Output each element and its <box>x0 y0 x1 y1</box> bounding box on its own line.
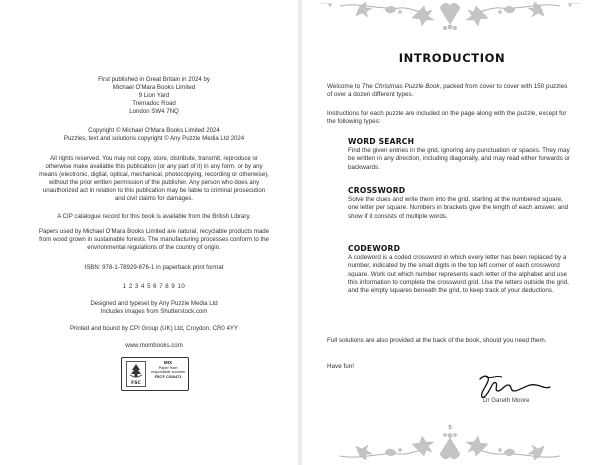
copyright-line: Copyright © Michael O'Mara Books Limited 2024 <box>88 127 220 134</box>
fsc-tree-icon <box>126 361 146 387</box>
address-line: Michael O'Mara Books Limited <box>112 84 196 91</box>
holly-ornament-bottom-icon <box>300 432 600 465</box>
papers-statement: Papers used by Michael O'Mara Books Limited are natural, recyclable products made from wood grown in sustainable forests. The manufacturing processes conform to the environmental regulations of the country of origin. <box>38 228 270 251</box>
design-line: Includes images from Shutterstock.com <box>100 308 208 315</box>
address-line: 9 Lion Yard <box>138 92 170 99</box>
copyright-notice <box>38 127 270 143</box>
address-line: London SW4 7NQ <box>129 108 179 115</box>
fsc-logo-text: FSC <box>131 381 141 386</box>
publisher-address <box>38 76 270 116</box>
author-name: Dr Gareth Moore <box>483 397 530 404</box>
instructions-paragraph: Instructions for each puzzle are included on the page along with the puzzle, except for the following types: <box>327 110 567 126</box>
book-title: The Christmas Puzzle Book <box>361 83 440 90</box>
page-title: INTRODUCTION <box>398 51 506 65</box>
crossword-heading: CROSSWORD <box>348 186 406 195</box>
design-credits <box>38 300 270 316</box>
page-number: 5 <box>448 425 452 431</box>
fsc-mix: MIX <box>163 360 173 365</box>
holly-ornament-top-icon <box>300 0 600 34</box>
print-run-digits: 1 2 3 4 5 6 7 8 9 10 <box>122 283 186 290</box>
codeword-heading: CODEWORD <box>348 244 401 253</box>
rights-statement: All rights reserved. You may not copy, store, distribute, transmit, reproduce or otherwise make available this publication (or any part of it) in any form, or by any means (electronic, digital, optical, mechanical, photocopying, recording or otherwise), without the prior written permission of the publisher. Any person who does any unauthorized act in relation to this publication may be liable to criminal prosecution and civil claims for damages. <box>39 155 269 202</box>
fsc-label <box>121 357 189 391</box>
copyright-line: Puzzles, text and solutions copyright © Any Puzzle Media Ltd 2024 <box>63 135 245 142</box>
intro-paragraph <box>327 83 572 100</box>
fsc-line: Paper from <box>158 365 178 370</box>
design-line: Designed and typeset by Any Puzzle Media Ltd <box>90 300 218 307</box>
isbn: ISBN: 978-1-78929-676-1 in paperback print format <box>84 264 224 271</box>
solutions-paragraph: Full solutions are also provided at the back of the book, should you need them. <box>327 337 547 344</box>
intro-prefix: Welcome to <box>327 83 362 90</box>
introduction-page <box>300 0 600 465</box>
address-line: First published in Great Britain in 2024 by <box>98 76 210 83</box>
codeword-body: A codeword is a coded crossword in which every letter has been replaced by a number, indicated by the small digits in the top left corner of each crossword square. Work out which number represents each letter of the alphabet and use this information to complete the crossword grid. Use the letters outside the grid, and the empty squares beneath the grid, to keep track of your deductions. <box>348 254 569 295</box>
word-search-heading: WORD SEARCH <box>348 137 415 146</box>
intro-suffix: , packed from cover to cover with 150 puzzles of over a dozen different types. <box>327 83 568 99</box>
fsc-text <box>149 361 187 379</box>
word-search-body: Find the given entries in the grid, ignoring any punctuation or spaces. They may be written in any direction, including diagonally, and may read either forwards or backwards. <box>348 147 571 171</box>
fsc-code: FSC® C020471 <box>154 374 182 379</box>
publisher-website: www.mombooks.com <box>125 342 183 349</box>
crossword-body: Solve the clues and write them into the grid, starting at the numbered square, one letter per square. Numbers in brackets give the length of each answer, and show if it consists of multiple words. <box>348 196 569 220</box>
fsc-line: responsible sources <box>151 370 185 375</box>
address-line: Tremadoc Road <box>132 100 176 107</box>
sign-off: Have fun! <box>327 363 354 370</box>
printer-credit: Printed and bound by CPI Group (UK) Ltd, Croydon, CR0 4YY <box>69 325 238 332</box>
cip-statement: A CIP catalogue record for this book is available from the British Library. <box>57 213 251 220</box>
